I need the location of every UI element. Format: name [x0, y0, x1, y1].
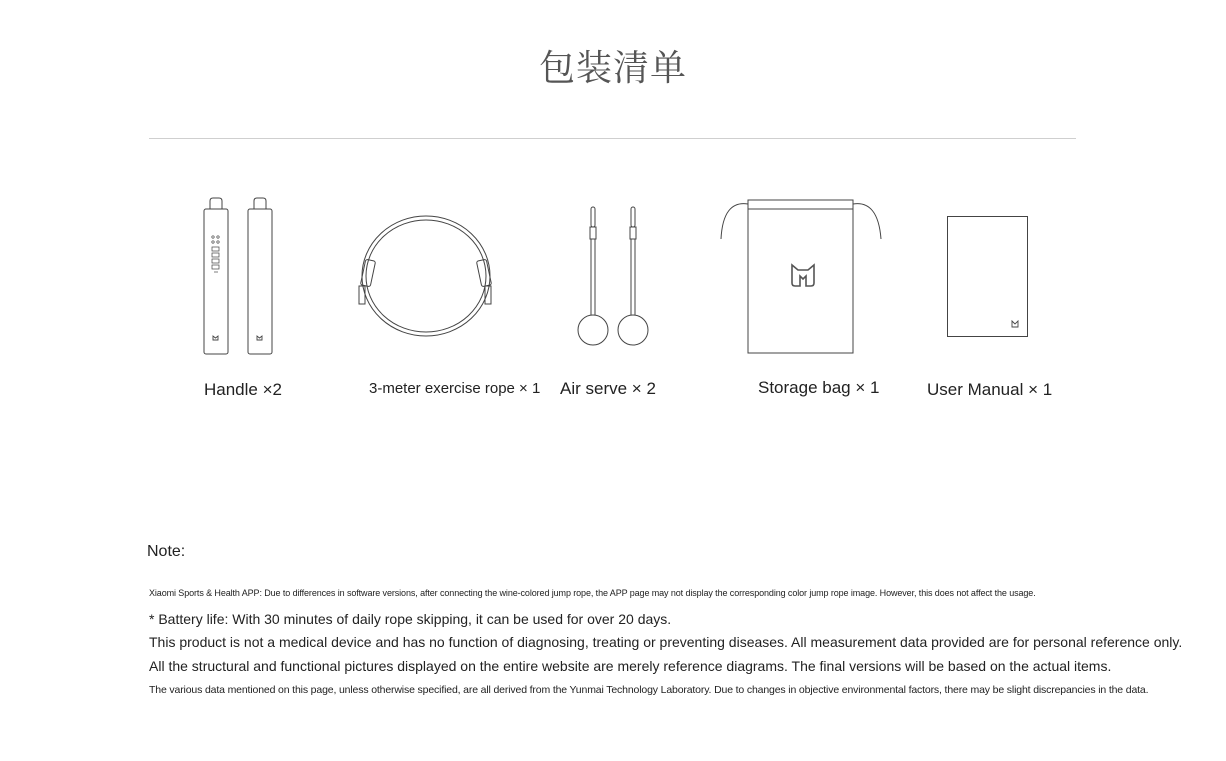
handle-icon [200, 195, 280, 360]
note-medical: This product is not a medical device and has no function of diagnosing, treating or preventing diseases. All measurement data provided are for personal reference only. [149, 634, 1183, 650]
note-battery: * Battery life: With 30 minutes of daily rope skipping, it can be used for over 20 days. [149, 611, 672, 627]
item-label-storage-bag: Storage bag × 1 [758, 378, 880, 397]
note-pictures: All the structural and functional pictures displayed on the entire website are merely reference diagrams. The final versions will be based on the actual items. [149, 658, 1112, 674]
page-title: 包装清单 [538, 48, 687, 89]
air-serve-icon [575, 205, 655, 350]
item-label-user-manual: User Manual × 1 [927, 380, 1053, 399]
user-manual-icon [945, 214, 1031, 339]
divider [149, 138, 1076, 139]
storage-bag-icon [715, 195, 887, 360]
item-label-air-serve: Air serve × 2 [560, 379, 656, 398]
note-heading: Note: [147, 543, 186, 560]
rope-icon [355, 210, 500, 345]
item-label-handle: Handle ×2 [204, 380, 282, 399]
note-data-source: The various data mentioned on this page, unless otherwise specified, are all derived from the Yunmai Technology Laboratory. Due to changes in objective environmental factors, there may be slight discrepancies in the data. [149, 684, 1149, 696]
item-label-rope: 3-meter exercise rope × 1 [369, 380, 541, 397]
note-app: Xiaomi Sports & Health APP: Due to differences in software versions, after connecting the wine-colored jump rope, the APP page may not display the corresponding color jump rope image. However, this does not affect the usage. [149, 588, 1036, 598]
